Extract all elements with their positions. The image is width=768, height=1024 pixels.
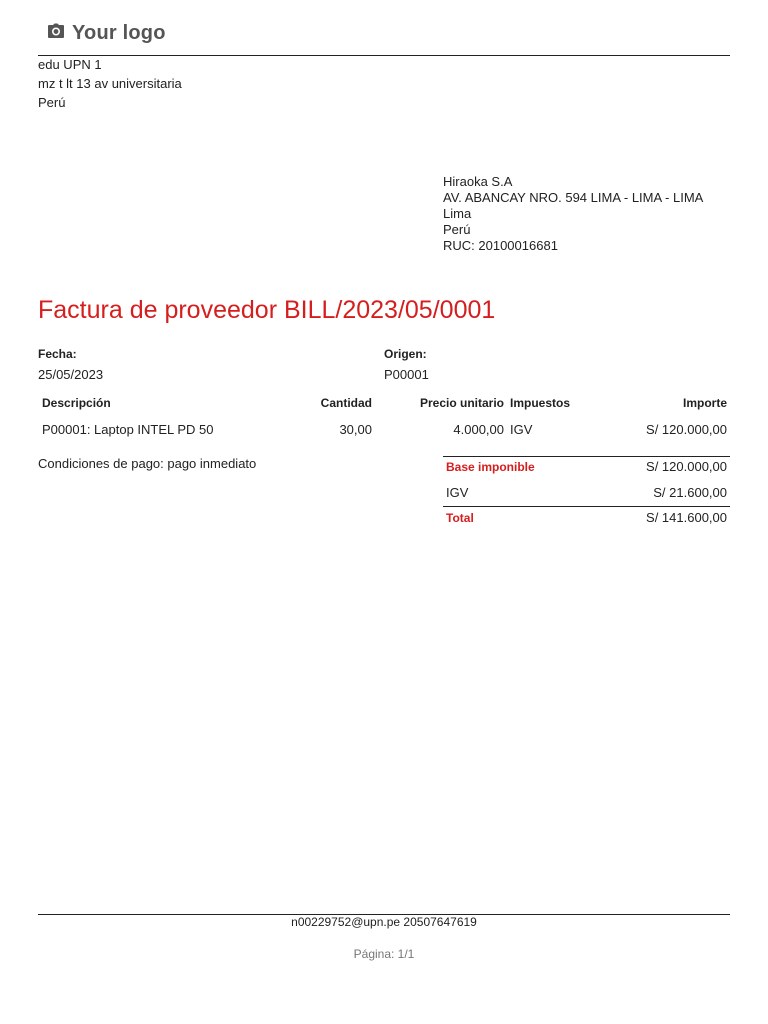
col-header-quantity: Cantidad <box>320 396 372 410</box>
vendor-country: Perú <box>443 222 471 237</box>
logo-text: Your logo <box>72 22 166 44</box>
origin-value: P00001 <box>384 367 429 382</box>
subtotal-label: Base imponible <box>446 460 535 474</box>
tax-value: S/ 21.600,00 <box>653 485 727 500</box>
invoice-title: Factura de proveedor BILL/2023/05/0001 <box>38 296 496 324</box>
subtotal-value: S/ 120.000,00 <box>646 459 727 474</box>
page-number: Página: 1/1 <box>353 947 415 961</box>
totals-bottom-divider <box>443 506 730 507</box>
company-street: mz t lt 13 av universitaria <box>38 76 182 91</box>
totals-top-divider <box>443 456 730 457</box>
company-name: edu UPN 1 <box>38 57 102 72</box>
date-label: Fecha: <box>38 347 77 361</box>
company-address <box>38 55 182 112</box>
date-value: 25/05/2023 <box>38 367 104 382</box>
row-unit-price: 4.000,00 <box>453 422 504 437</box>
origin-label: Origen: <box>384 347 427 361</box>
vendor-street: AV. ABANCAY NRO. 594 LIMA - LIMA - LIMA <box>443 190 704 205</box>
tax-label: IGV <box>446 485 469 500</box>
row-taxes: IGV <box>510 422 533 437</box>
col-header-amount: Importe <box>682 396 727 410</box>
company-country: Perú <box>38 95 66 110</box>
vendor-ruc: RUC: 20100016681 <box>443 238 558 253</box>
payment-terms: Condiciones de pago: pago inmediato <box>38 456 257 471</box>
col-header-unit-price: Precio unitario <box>419 396 504 410</box>
vendor-address <box>443 174 733 254</box>
footer-contact: n00229752@upn.pe 20507647619 <box>291 915 477 929</box>
vendor-name: Hiraoka S.A <box>443 174 513 189</box>
origin-block <box>384 347 429 382</box>
camera-icon <box>47 23 65 44</box>
total-label: Total <box>446 511 474 525</box>
col-header-taxes: Impuestos <box>510 396 571 410</box>
row-quantity: 30,00 <box>339 422 372 437</box>
row-amount: S/ 120.000,00 <box>646 422 727 437</box>
company-logo <box>47 22 166 45</box>
total-value: S/ 141.600,00 <box>646 510 727 525</box>
date-block <box>38 347 103 382</box>
row-description: P00001: Laptop INTEL PD 50 <box>42 422 214 437</box>
col-header-description: Descripción <box>42 396 111 410</box>
vendor-city: Lima <box>443 206 472 221</box>
